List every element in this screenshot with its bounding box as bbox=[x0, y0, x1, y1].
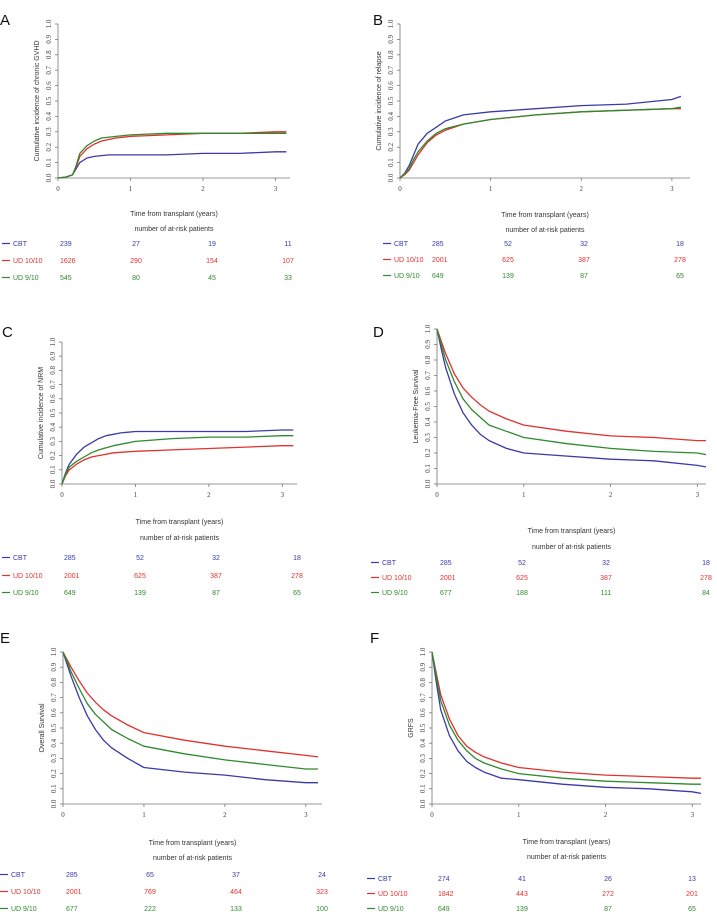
risk-count: 41 bbox=[518, 876, 526, 883]
risk-count: 222 bbox=[144, 906, 156, 913]
risk-count: 278 bbox=[291, 573, 303, 580]
risk-count: 65 bbox=[293, 590, 301, 597]
y-tick-label: 0.6 bbox=[424, 386, 432, 396]
series-line-ud-10-10 bbox=[400, 109, 681, 178]
y-axis-title: Cumulative incidence of chronic GVHD bbox=[34, 40, 41, 162]
risk-row-cbt bbox=[0, 872, 326, 879]
legend-label: UD 10/10 bbox=[394, 257, 424, 264]
risk-count: 677 bbox=[440, 590, 452, 597]
y-tick-label: 0.1 bbox=[49, 465, 57, 475]
series-line-ud-9-10 bbox=[432, 652, 701, 784]
y-tick-label: 0.2 bbox=[419, 769, 427, 778]
series-line-ud-9-10 bbox=[63, 652, 318, 769]
x-tick-label: 2 bbox=[207, 491, 211, 499]
risk-count: 87 bbox=[604, 906, 612, 913]
risk-count: 387 bbox=[600, 575, 612, 582]
risk-count: 111 bbox=[600, 590, 612, 597]
risk-count: 52 bbox=[518, 560, 526, 567]
risk-count: 107 bbox=[282, 258, 294, 265]
legend-label: UD 9/10 bbox=[378, 906, 404, 913]
risk-count: 139 bbox=[516, 906, 528, 913]
legend-label: UD 9/10 bbox=[13, 590, 39, 597]
y-tick-label: 0.7 bbox=[387, 65, 395, 75]
risk-count: 11 bbox=[284, 241, 292, 248]
risk-count: 188 bbox=[516, 590, 528, 597]
panel-f bbox=[367, 630, 701, 913]
legend-label: UD 10/10 bbox=[13, 573, 43, 580]
x-tick-label: 1 bbox=[128, 185, 133, 193]
y-tick-label: 0.4 bbox=[419, 738, 427, 748]
risk-row-ud-9-10 bbox=[2, 275, 292, 282]
panel-letter-e: E bbox=[0, 630, 11, 647]
series-line-ud-10-10 bbox=[63, 652, 318, 757]
y-tick-label: 0.5 bbox=[49, 408, 57, 418]
y-tick-label: 0.5 bbox=[419, 723, 427, 733]
y-tick-label: 0.1 bbox=[424, 464, 432, 473]
risk-count: 677 bbox=[66, 906, 78, 913]
y-tick-label: 0.6 bbox=[387, 81, 395, 90]
risk-count: 133 bbox=[230, 906, 242, 913]
panel-letter-f: F bbox=[370, 630, 380, 647]
x-tick-label: 2 bbox=[608, 491, 613, 499]
legend-label: CBT bbox=[394, 241, 408, 248]
y-tick-label: 0.6 bbox=[49, 394, 57, 404]
y-tick-label: 0.0 bbox=[50, 799, 58, 809]
risk-count: 464 bbox=[230, 889, 242, 896]
y-tick-label: 0.0 bbox=[387, 173, 395, 183]
x-tick-label: 2 bbox=[223, 811, 227, 819]
y-tick-label: 1.0 bbox=[419, 647, 427, 657]
x-tick-label: 1 bbox=[522, 491, 526, 499]
y-axis-title: Cumulative incidence of NRM bbox=[38, 366, 45, 460]
x-tick-label: 1 bbox=[517, 811, 521, 819]
risk-count: 65 bbox=[676, 273, 684, 280]
series-line-ud-9-10 bbox=[400, 107, 681, 178]
series-line-cbt bbox=[58, 152, 286, 178]
risk-table-title: number of at-risk patients bbox=[140, 535, 219, 542]
x-tick-label: 0 bbox=[430, 811, 434, 819]
series-line-ud-9-10 bbox=[437, 329, 706, 455]
y-tick-label: 0.8 bbox=[49, 366, 57, 375]
x-tick-label: 3 bbox=[695, 491, 700, 499]
y-axis-title: Leukemia-Free Survival bbox=[413, 369, 420, 444]
x-tick-label: 3 bbox=[670, 185, 674, 193]
risk-count: 32 bbox=[602, 560, 610, 567]
risk-count: 84 bbox=[702, 590, 710, 597]
risk-row-cbt bbox=[2, 555, 301, 562]
x-tick-label: 1 bbox=[488, 185, 493, 193]
y-axis-title: GRFS bbox=[408, 718, 415, 738]
x-tick-label: 0 bbox=[60, 491, 64, 499]
risk-row-ud-9-10 bbox=[0, 906, 328, 913]
y-tick-label: 0.6 bbox=[45, 81, 53, 90]
risk-table-title: number of at-risk patients bbox=[527, 854, 606, 861]
y-tick-label: 0.1 bbox=[50, 784, 58, 794]
risk-count: 387 bbox=[578, 257, 590, 264]
risk-row-ud-10-10 bbox=[383, 257, 686, 264]
risk-row-cbt bbox=[383, 241, 684, 248]
risk-row-ud-9-10 bbox=[2, 590, 301, 597]
x-axis-title: Time from transplant (years) bbox=[130, 211, 218, 218]
x-axis-title: Time from transplant (years) bbox=[148, 840, 237, 847]
y-tick-label: 0.3 bbox=[387, 127, 395, 137]
y-tick-label: 0.4 bbox=[50, 738, 58, 748]
risk-count: 87 bbox=[580, 273, 588, 280]
risk-row-cbt bbox=[367, 876, 696, 883]
risk-count: 649 bbox=[64, 590, 76, 597]
risk-count: 1626 bbox=[60, 258, 76, 265]
risk-count: 32 bbox=[580, 241, 588, 248]
x-tick-label: 2 bbox=[201, 185, 205, 193]
risk-count: 625 bbox=[516, 575, 528, 582]
x-axis-title: Time from transplant (years) bbox=[135, 519, 224, 526]
legend-label: CBT bbox=[11, 872, 25, 879]
y-tick-label: 0.2 bbox=[50, 769, 58, 778]
legend-label: CBT bbox=[382, 560, 396, 567]
series-line-ud-9-10 bbox=[58, 133, 286, 178]
y-tick-label: 0.6 bbox=[50, 708, 58, 718]
risk-count: 274 bbox=[438, 876, 450, 883]
y-tick-label: 0.1 bbox=[419, 784, 427, 794]
y-tick-label: 0.3 bbox=[50, 754, 58, 763]
x-tick-label: 0 bbox=[398, 185, 402, 193]
x-tick-label: 3 bbox=[280, 491, 285, 499]
y-tick-label: 0.2 bbox=[424, 448, 432, 458]
risk-count: 32 bbox=[212, 555, 220, 562]
series-line-cbt bbox=[437, 329, 706, 467]
risk-count: 13 bbox=[688, 876, 696, 883]
panel-letter-b: B bbox=[373, 12, 384, 29]
panel-c bbox=[2, 324, 303, 597]
y-tick-label: 0.7 bbox=[50, 693, 58, 702]
risk-table-title: number of at-risk patients bbox=[134, 226, 214, 233]
risk-count: 387 bbox=[210, 573, 222, 580]
series-line-ud-10-10 bbox=[62, 446, 293, 484]
risk-count: 443 bbox=[516, 891, 528, 898]
legend-label: UD 9/10 bbox=[11, 906, 37, 913]
risk-count: 87 bbox=[212, 590, 220, 597]
legend-label: CBT bbox=[13, 241, 27, 248]
risk-table-title: number of at-risk patients bbox=[153, 855, 232, 862]
y-tick-label: 0.8 bbox=[45, 50, 53, 60]
y-tick-label: 0.7 bbox=[424, 371, 432, 380]
panel-letter-a: A bbox=[0, 12, 11, 29]
y-tick-label: 0.9 bbox=[424, 340, 432, 349]
y-tick-label: 0.9 bbox=[50, 662, 58, 672]
y-tick-label: 0.8 bbox=[387, 50, 395, 60]
risk-count: 45 bbox=[208, 275, 216, 282]
y-tick-label: 0.0 bbox=[49, 479, 57, 489]
legend-label: CBT bbox=[378, 876, 392, 883]
risk-count: 201 bbox=[686, 891, 698, 898]
risk-count: 2001 bbox=[66, 889, 82, 896]
y-tick-label: 0.2 bbox=[45, 142, 53, 152]
panel-d bbox=[371, 324, 712, 597]
risk-count: 37 bbox=[232, 872, 240, 879]
risk-count: 323 bbox=[316, 889, 328, 896]
risk-count: 649 bbox=[438, 906, 450, 913]
series-line-cbt bbox=[400, 96, 681, 178]
risk-count: 18 bbox=[702, 560, 710, 567]
risk-count: 139 bbox=[502, 273, 514, 280]
risk-count: 649 bbox=[432, 273, 444, 280]
risk-count: 18 bbox=[293, 555, 301, 562]
risk-count: 290 bbox=[130, 258, 142, 265]
risk-row-ud-10-10 bbox=[371, 575, 712, 582]
risk-row-ud-10-10 bbox=[2, 258, 294, 265]
y-tick-label: 0.2 bbox=[49, 451, 57, 460]
risk-count: 285 bbox=[64, 555, 76, 562]
y-tick-label: 0.9 bbox=[49, 351, 57, 361]
risk-count: 27 bbox=[132, 241, 140, 248]
y-tick-label: 0.7 bbox=[49, 380, 57, 389]
risk-count: 285 bbox=[66, 872, 78, 879]
y-tick-label: 0.9 bbox=[387, 35, 395, 44]
x-axis-title: Time from transplant (years) bbox=[522, 839, 611, 846]
risk-count: 26 bbox=[604, 876, 612, 883]
y-tick-label: 1.0 bbox=[387, 19, 395, 29]
y-tick-label: 1.0 bbox=[45, 19, 53, 29]
y-tick-label: 0.8 bbox=[419, 678, 427, 687]
risk-count: 1842 bbox=[438, 891, 454, 898]
y-tick-label: 0.4 bbox=[387, 112, 395, 121]
risk-table-title: number of at-risk patients bbox=[532, 544, 611, 551]
y-tick-label: 0.7 bbox=[45, 65, 53, 75]
legend-label: UD 10/10 bbox=[382, 575, 412, 582]
y-tick-label: 0.7 bbox=[419, 693, 427, 702]
legend-label: UD 9/10 bbox=[382, 590, 408, 597]
risk-count: 2001 bbox=[432, 257, 448, 264]
risk-count: 65 bbox=[146, 872, 154, 879]
risk-row-ud-10-10 bbox=[0, 889, 328, 896]
risk-row-ud-10-10 bbox=[367, 891, 698, 898]
x-axis-title: Time from transplant (years) bbox=[527, 528, 616, 535]
y-tick-label: 0.5 bbox=[50, 723, 58, 733]
y-tick-label: 0.5 bbox=[387, 96, 395, 106]
y-tick-label: 0.0 bbox=[424, 479, 432, 489]
y-tick-label: 0.2 bbox=[387, 142, 395, 152]
y-tick-label: 0.8 bbox=[50, 678, 58, 687]
risk-row-cbt bbox=[371, 560, 710, 567]
y-axis-title: Overall Survival bbox=[39, 703, 46, 753]
risk-count: 285 bbox=[440, 560, 452, 567]
risk-row-ud-9-10 bbox=[383, 273, 684, 280]
y-tick-label: 0.3 bbox=[45, 127, 53, 137]
y-tick-label: 0.5 bbox=[45, 96, 53, 106]
y-tick-label: 0.3 bbox=[49, 437, 57, 446]
series-line-ud-9-10 bbox=[62, 436, 293, 484]
series-line-cbt bbox=[63, 652, 318, 783]
panel-e bbox=[0, 630, 328, 913]
legend-label: CBT bbox=[13, 555, 27, 562]
risk-table-title: number of at-risk patients bbox=[505, 227, 585, 234]
y-tick-label: 0.9 bbox=[45, 35, 53, 44]
y-tick-label: 0.4 bbox=[424, 417, 432, 427]
risk-count: 285 bbox=[432, 241, 444, 248]
risk-count: 272 bbox=[602, 891, 614, 898]
y-tick-label: 0.9 bbox=[419, 662, 427, 672]
risk-count: 154 bbox=[206, 258, 218, 265]
x-tick-label: 1 bbox=[142, 811, 146, 819]
risk-count: 278 bbox=[674, 257, 686, 264]
risk-count: 80 bbox=[132, 275, 140, 282]
panel-a bbox=[0, 12, 294, 282]
legend-label: UD 10/10 bbox=[13, 258, 43, 265]
risk-row-ud-10-10 bbox=[2, 573, 303, 580]
legend-label: UD 10/10 bbox=[378, 891, 408, 898]
risk-count: 33 bbox=[284, 275, 292, 282]
risk-count: 19 bbox=[208, 241, 216, 248]
risk-count: 625 bbox=[134, 573, 146, 580]
y-axis-title: Cumulative incidence of relapse bbox=[376, 51, 383, 151]
x-tick-label: 2 bbox=[603, 811, 608, 819]
y-tick-label: 0.0 bbox=[419, 799, 427, 809]
y-tick-label: 0.3 bbox=[419, 754, 427, 763]
y-tick-label: 0.4 bbox=[49, 422, 57, 432]
risk-count: 278 bbox=[700, 575, 712, 582]
risk-count: 239 bbox=[60, 241, 72, 248]
y-tick-label: 1.0 bbox=[50, 647, 58, 657]
y-tick-label: 0.1 bbox=[45, 158, 53, 167]
panel-letter-d: D bbox=[373, 324, 384, 341]
y-tick-label: 0.1 bbox=[387, 158, 395, 167]
y-tick-label: 1.0 bbox=[49, 337, 57, 347]
risk-count: 52 bbox=[136, 555, 144, 562]
risk-count: 2001 bbox=[440, 575, 456, 582]
risk-count: 52 bbox=[504, 241, 512, 248]
panel-letter-c: C bbox=[2, 324, 13, 341]
series-line-ud-10-10 bbox=[432, 652, 701, 778]
risk-count: 769 bbox=[144, 889, 156, 896]
y-tick-label: 1.0 bbox=[424, 324, 432, 334]
y-tick-label: 0.5 bbox=[424, 402, 432, 411]
y-tick-label: 0.4 bbox=[45, 112, 53, 121]
legend-label: UD 10/10 bbox=[11, 889, 41, 896]
legend-label: UD 9/10 bbox=[394, 273, 420, 280]
x-tick-label: 2 bbox=[579, 185, 583, 193]
risk-count: 100 bbox=[316, 906, 328, 913]
panel-b bbox=[373, 12, 690, 280]
x-axis-title: Time from transplant (years) bbox=[501, 212, 589, 219]
x-tick-label: 0 bbox=[435, 491, 439, 499]
x-tick-label: 1 bbox=[133, 491, 138, 499]
risk-row-cbt bbox=[2, 241, 292, 248]
series-line-ud-10-10 bbox=[437, 329, 706, 441]
y-tick-label: 0.6 bbox=[419, 708, 427, 718]
risk-count: 24 bbox=[318, 872, 326, 879]
y-tick-label: 0.8 bbox=[424, 355, 432, 365]
risk-count: 545 bbox=[60, 275, 72, 282]
y-tick-label: 0.0 bbox=[45, 173, 53, 183]
risk-count: 2001 bbox=[64, 573, 80, 580]
risk-count: 65 bbox=[688, 906, 696, 913]
risk-count: 625 bbox=[502, 257, 514, 264]
x-tick-label: 3 bbox=[690, 811, 695, 819]
x-tick-label: 0 bbox=[61, 811, 65, 819]
y-tick-label: 0.3 bbox=[424, 433, 432, 442]
risk-count: 18 bbox=[676, 241, 684, 248]
x-tick-label: 3 bbox=[304, 811, 308, 819]
legend-label: UD 9/10 bbox=[13, 275, 39, 282]
risk-count: 139 bbox=[134, 590, 146, 597]
x-tick-label: 3 bbox=[273, 185, 278, 193]
risk-row-ud-9-10 bbox=[367, 906, 696, 913]
x-tick-label: 0 bbox=[56, 185, 60, 193]
risk-row-ud-9-10 bbox=[371, 590, 710, 597]
